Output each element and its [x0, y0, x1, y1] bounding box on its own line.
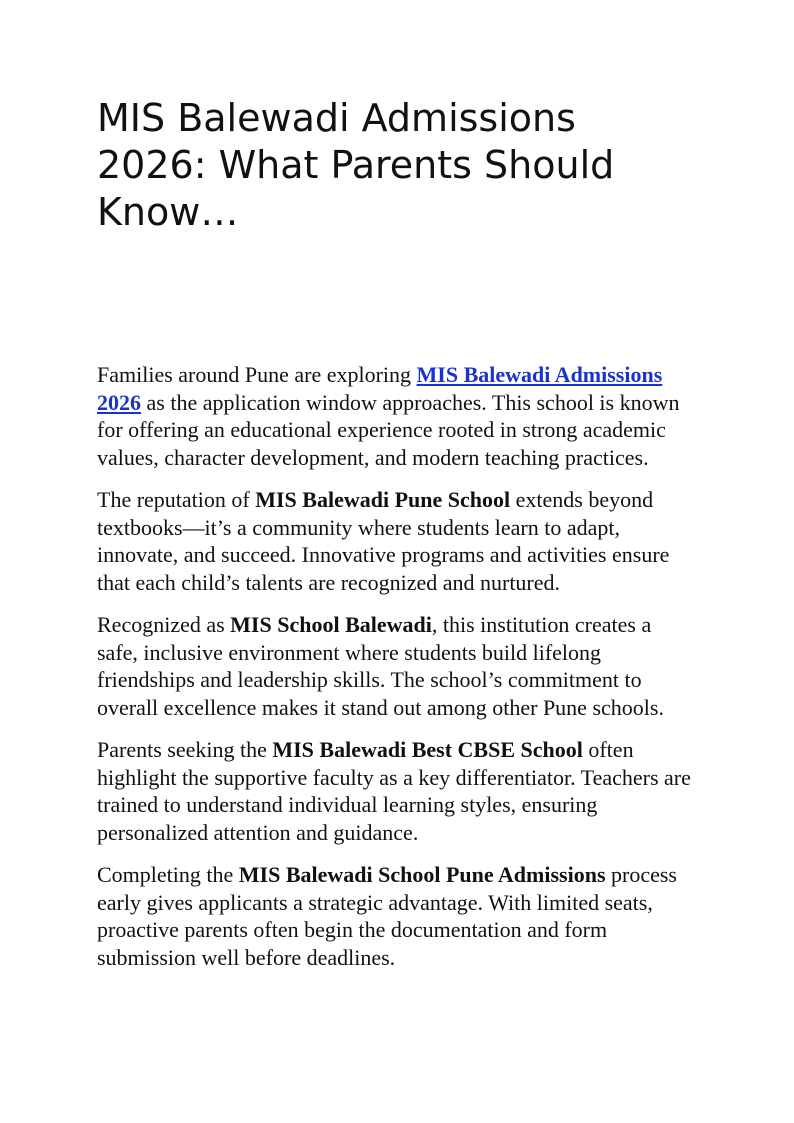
- paragraph-intro: [97, 361, 697, 471]
- paragraph-text: extends beyond textbooks—it’s a community where students learn to adapt, innovate, and succeed. Innovative programs and activities ensure that each child’s talents are recognized and nurtured.: [97, 487, 670, 595]
- paragraph-text: Recognized as: [97, 612, 231, 637]
- paragraph-recognized: [97, 611, 697, 721]
- paragraph-text: process early gives applicants a strategic advantage. With limited seats, proactive parents often begin the documentation and form submission well before deadlines.: [97, 862, 677, 970]
- paragraph-text: The reputation of: [97, 487, 256, 512]
- paragraph-text: Completing the: [97, 862, 239, 887]
- paragraph-text: often highlight the supportive faculty as a key differentiator. Teachers are trained to understand individual learning styles, ensuring personalized attention and guidance.: [97, 737, 691, 845]
- paragraph-text: , this institution creates a safe, inclusive environment where students build lifelong friendships and leadership skills. The school’s commitment to overall excellence makes it stand out among other Pune schools.: [97, 612, 664, 720]
- bold-keyword: MIS Balewadi School Pune Admissions: [238, 862, 606, 887]
- paragraph-reputation: [97, 486, 697, 596]
- paragraph-text: Parents seeking the: [97, 737, 273, 762]
- paragraph-admissions: [97, 861, 697, 971]
- bold-keyword: MIS Balewadi Pune School: [255, 487, 511, 512]
- paragraph-faculty: [97, 736, 697, 846]
- bold-keyword: MIS Balewadi Best CBSE School: [272, 737, 583, 762]
- article-body: [97, 361, 697, 971]
- admissions-link[interactable]: MIS Balewadi Admissions 2026: [97, 362, 663, 415]
- document-page: [97, 95, 697, 986]
- paragraph-text: Families around Pune are exploring: [97, 362, 417, 387]
- bold-keyword: MIS School Balewadi: [230, 612, 432, 637]
- paragraph-text: as the application window approaches. This school is known for offering an educational experience rooted in strong academic values, character development, and modern teaching practices.: [97, 389, 680, 470]
- page-title: MIS Balewadi Admissions 2026: What Parents Should Know…: [97, 96, 615, 234]
